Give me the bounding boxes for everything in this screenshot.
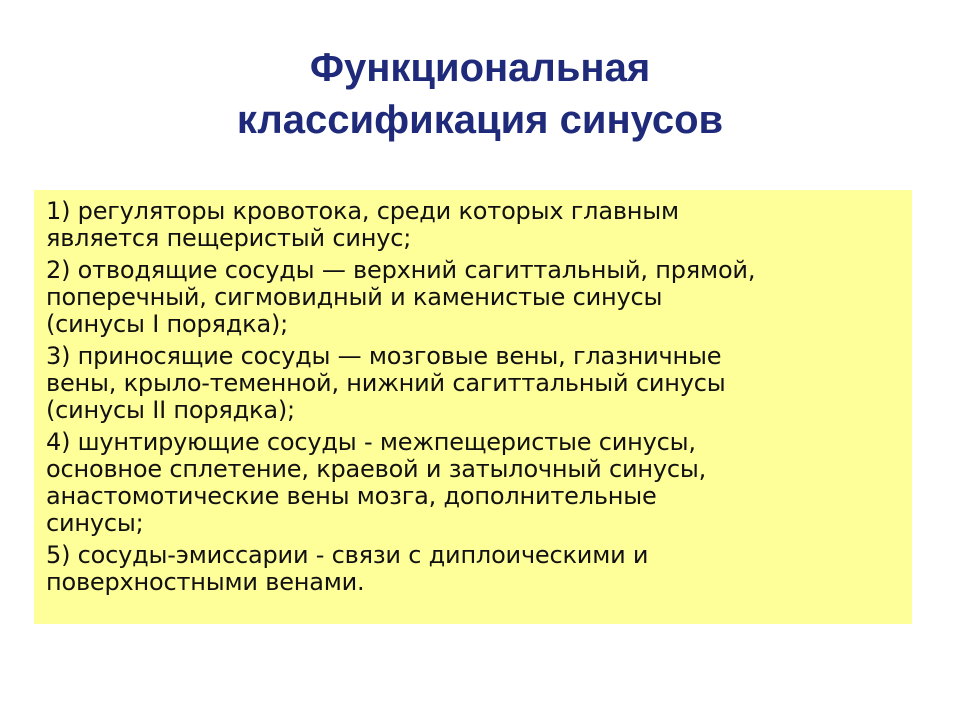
list-item-line: синусы; [46,509,144,537]
list-item-line: (синусы II порядка); [46,396,295,424]
list-item-line: поверхностными венами. [46,568,365,596]
slide-title-line-2: классификация синусов [236,98,724,142]
classification-list-box [34,190,912,624]
list-item-line: 3) приносящие сосуды — мозговые вены, глазничные [46,342,722,370]
list-item-line: анастомотические вены мозга, дополнительные [46,482,657,510]
list-item-line: поперечный, сигмовидный и каменистые синусы [46,283,663,311]
list-item-line: 2) отводящие сосуды — верхний сагиттальный, прямой, [46,256,756,284]
list-item-line: основное сплетение, краевой и затылочный синусы, [46,455,707,483]
list-item-line: 1) регуляторы кровотока, среди которых главным [46,197,679,225]
list-item-line: 4) шунтирующие сосуды - межпещеристые синусы, [46,428,696,456]
list-item-line: вены, крыло-теменной, нижний сагиттальный синусы [46,369,726,397]
list-item-line: является пещеристый синус; [46,224,412,252]
list-item-line: (синусы I порядка); [46,310,289,338]
list-item [46,257,900,338]
list-item [46,429,900,537]
list-item-line: 5) сосуды-эмиссарии - связи с диплоическими и [46,541,649,569]
list-item [46,343,900,424]
list-item [46,542,900,596]
slide-title-line-1: Функциональная [309,46,651,90]
list-item [46,198,900,252]
slide-title [60,42,900,146]
